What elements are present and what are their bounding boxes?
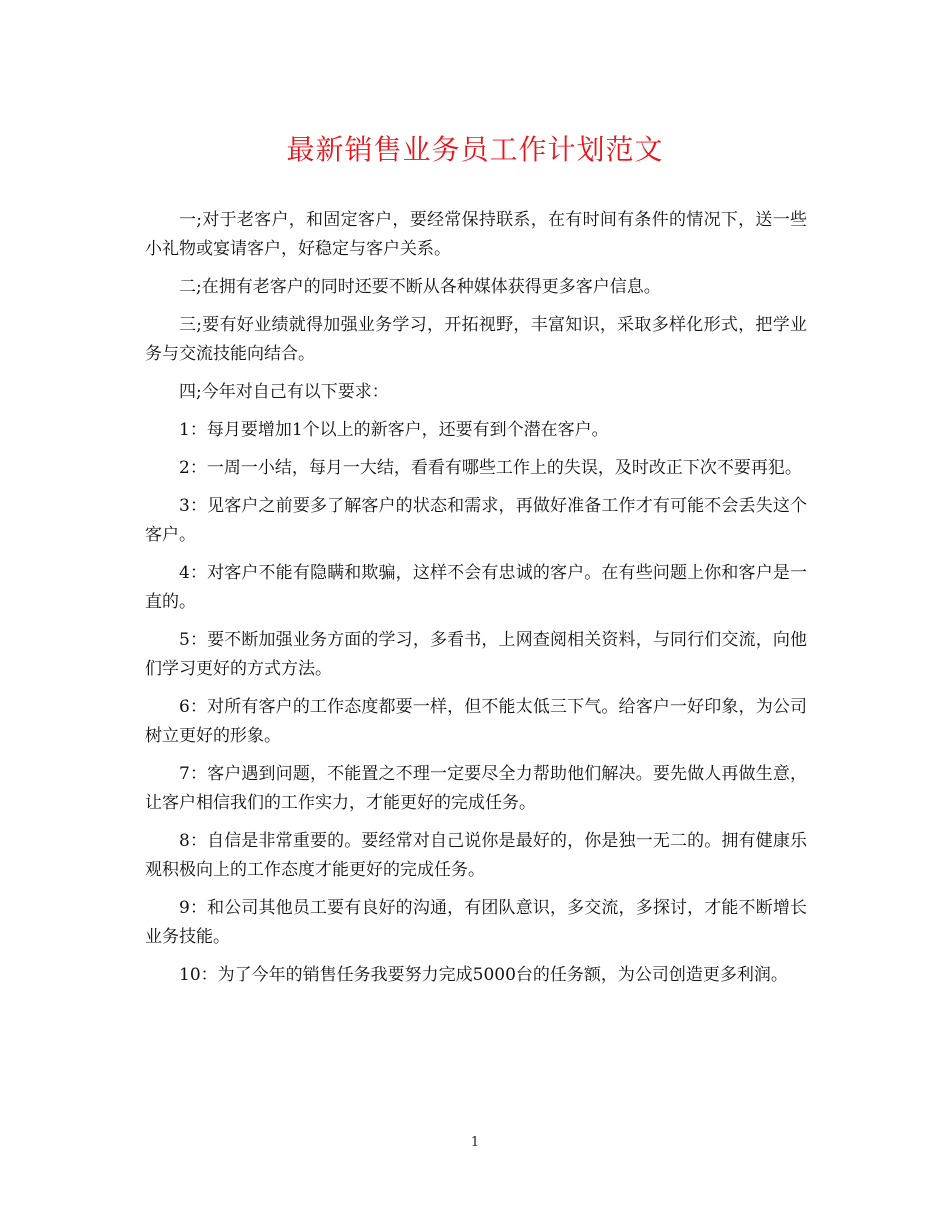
list-item-8: 8：自信是非常重要的。要经常对自己说你是最好的，你是独一无二的。拥有健康乐观积极向上的工作态度才能更好的完成任务。 — [145, 831, 807, 880]
list-item-9: 9：和公司其他员工要有良好的沟通，有团队意识，多交流，多探讨，才能不断增长业务技能。 — [145, 898, 807, 947]
list-item-7: 7：客户遇到问题，不能置之不理一定要尽全力帮助他们解决。要先做人再做生意，让客户相信我们的工作实力，才能更好的完成任务。 — [145, 764, 807, 813]
list-item-2: 2：一周一小结，每月一大结，看看有哪些工作上的失误，及时改正下次不要再犯。 — [179, 458, 802, 478]
document-body — [145, 206, 807, 999]
list-item-3: 3：见客户之前要多了解客户的状态和需求，再做好准备工作才有可能不会丢失这个客户。 — [145, 496, 807, 545]
list-item-1: 1：每月要增加1个以上的新客户，还要有到个潜在客户。 — [179, 420, 609, 440]
paragraph-4: 四;今年对自己有以下要求： — [179, 382, 389, 402]
paragraph-1: 一;对于老客户，和固定客户，要经常保持联系，在有时间有条件的情况下，送一些小礼物或宴请客户，好稳定与客户关系。 — [145, 210, 807, 259]
page-number: 1 — [470, 1135, 480, 1150]
paragraph-3: 三;要有好业绩就得加强业务学习，开拓视野，丰富知识，采取多样化形式，把学业务与交流技能向结合。 — [145, 315, 807, 364]
list-item-5: 5：要不断加强业务方面的学习，多看书，上网查阅相关资料，与同行们交流，向他们学习更好的方式方法。 — [145, 630, 807, 679]
document-title: 最新销售业务员工作计划范文 — [286, 133, 664, 166]
paragraph-2: 二;在拥有老客户的同时还要不断从各种媒体获得更多客户信息。 — [179, 277, 661, 297]
list-item-4: 4：对客户不能有隐瞒和欺骗，这样不会有忠诚的客户。在有些问题上你和客户是一直的。 — [145, 563, 807, 612]
list-item-6: 6：对所有客户的工作态度都要一样，但不能太低三下气。给客户一好印象，为公司树立更好的形象。 — [145, 697, 807, 746]
list-item-10: 10：为了今年的销售任务我要努力完成5000台的任务额，为公司创造更多利润。 — [179, 965, 788, 985]
